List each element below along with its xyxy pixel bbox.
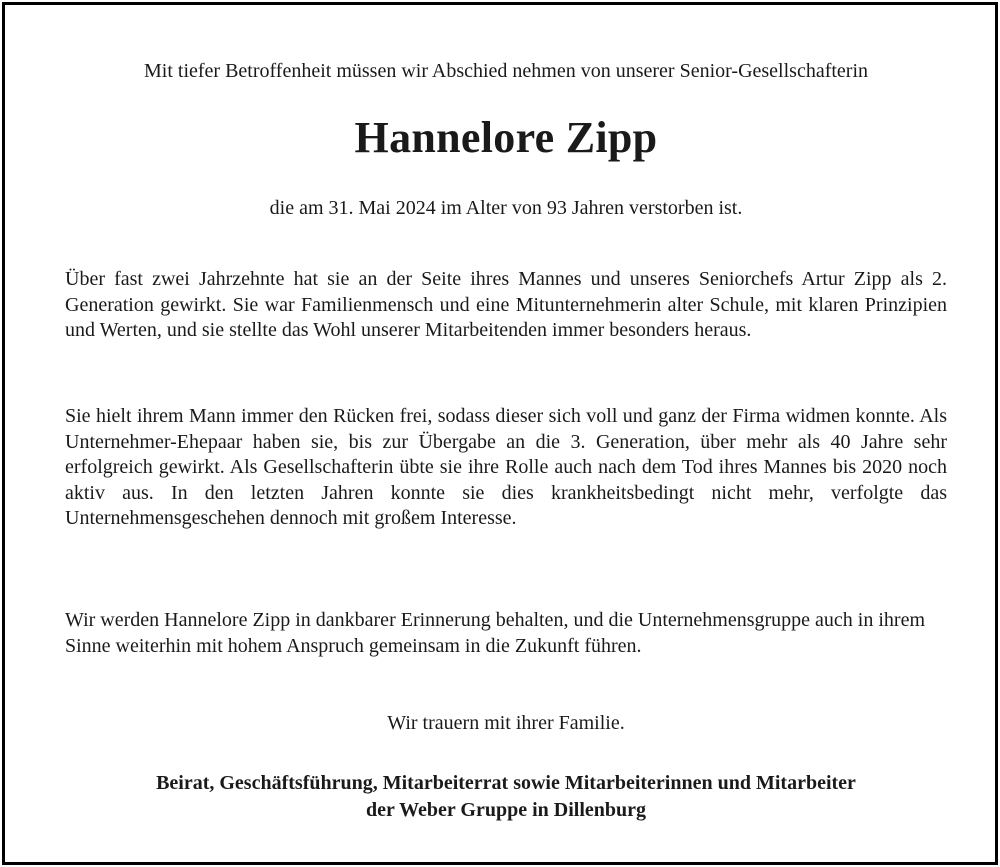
death-date-line: die am 31. Mai 2024 im Alter von 93 Jahren verstorben ist. (269, 197, 743, 219)
paragraph-remembrance: Wir werden Hannelore Zipp in dankbarer Erinnerung behalten, und die Unternehmensgruppe auch in ihrem Sinne weiterhin mit hohem Anspruch gemeinsam in die Zukunft führen. (65, 609, 925, 657)
closing-line: Wir trauern mit ihrer Familie. (387, 712, 625, 734)
signature-line-2: der Weber Gruppe in Dillenburg (365, 799, 647, 821)
paragraph-tribute: Über fast zwei Jahrzehnte hat sie an der Seite ihres Mannes und unseres Seniorchefs Artur Zipp als 2. Generation gewirkt. Sie war Familienmensch und eine Mitunternehmerin alter Schule, mit klaren Prinzipien und Werten, und sie stellte das Wohl unserer Mitarbeitenden immer besonders heraus. (65, 268, 947, 341)
paragraph-career: Sie hielt ihrem Mann immer den Rücken frei, sodass dieser sich voll und ganz der Firma widmen konnte. Als Unternehmer-Ehepaar haben sie, bis zur Übergabe an die 3. Generation, über mehr als 40 Jahre sehr erfolgreich gewirkt. Als Gesellschafterin übte sie ihre Rolle auch nach dem Tod ihres Mannes bis 2020 noch aktiv aus. In den letzten Jahren konnte sie dies krankheitsbedingt nicht mehr, verfolgte das Unternehmensgeschehen dennoch mit großem Interesse. (65, 405, 947, 529)
signature-line-1: Beirat, Geschäftsführung, Mitarbeiterrat sowie Mitarbeiterinnen und Mitarbeiter (156, 772, 856, 794)
obituary-frame (2, 2, 998, 865)
deceased-name: Hannelore Zipp (354, 113, 658, 162)
intro-line: Mit tiefer Betroffenheit müssen wir Abschied nehmen von unserer Senior-Gesellschafterin (143, 60, 869, 82)
signature-block (65, 770, 947, 824)
